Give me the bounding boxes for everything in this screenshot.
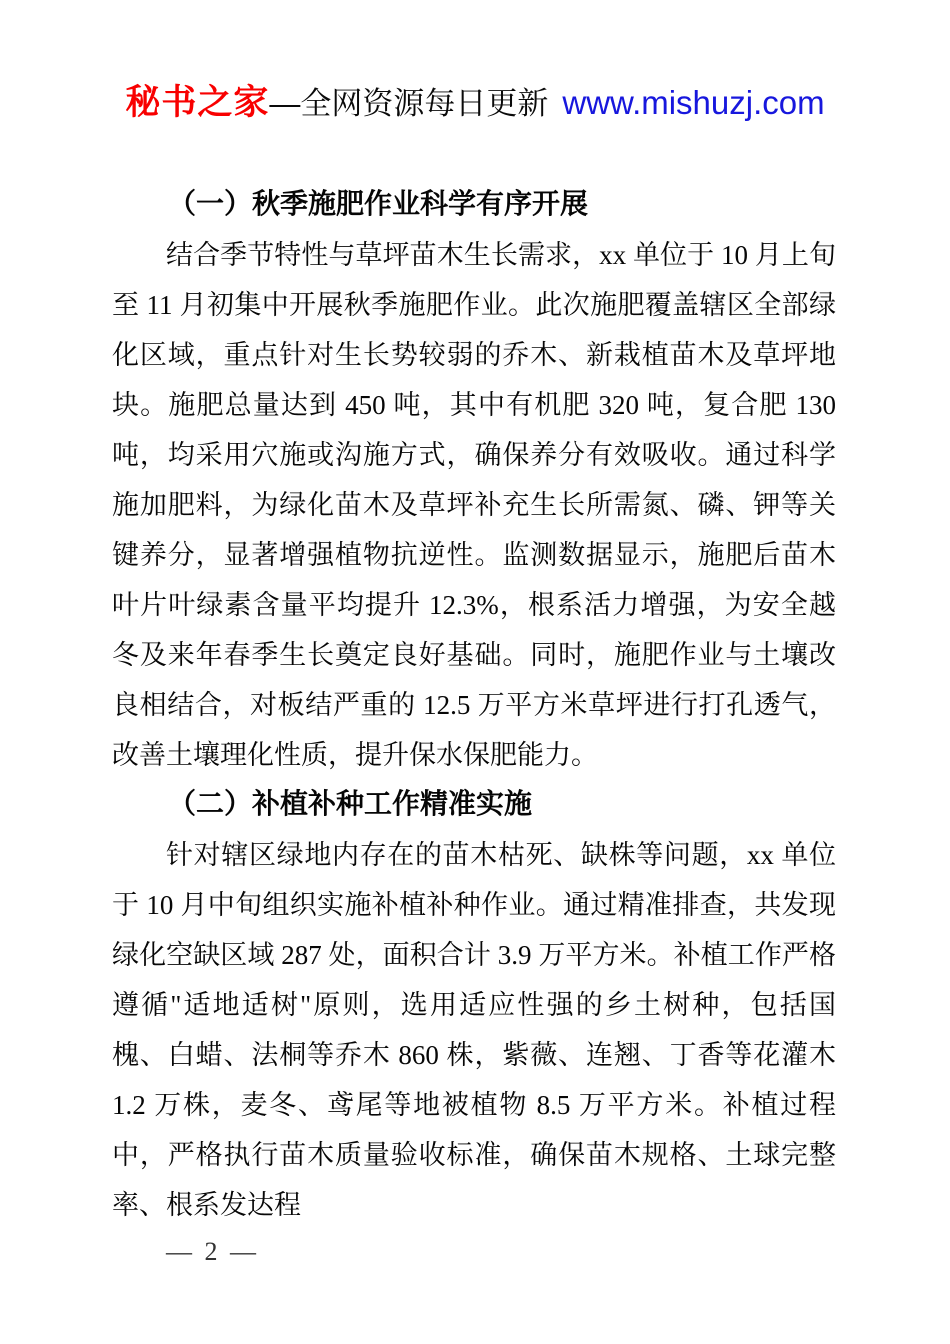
document-body xyxy=(112,180,836,1230)
section-2-paragraph: 针对辖区绿地内存在的苗木枯死、缺株等问题，xx 单位于 10 月中旬组织实施补植补种作业。通过精准排查，共发现绿化空缺区域 287 处，面积合计 3.9 万平方米。补植工作严格遵循"适地适树"原则，选用适应性强的乡土树种，包括国槐、白蜡、法桐等乔木 860 株，紫薇、连翘、丁香等花灌木 1.2 万株，麦冬、鸢尾等地被植物 8.5 万平方米。补植过程中，严格执行苗木质量验收标准，确保苗木规格、土球完整率、根系发达程 xyxy=(112,840,836,1220)
site-url-link[interactable]: www.mishuzj.com xyxy=(562,84,825,121)
site-header xyxy=(0,82,950,131)
site-brand: 秘书之家 xyxy=(125,83,270,122)
header-dash: — xyxy=(269,86,301,121)
section-2-heading: （二）补植补种工作精准实施 xyxy=(168,789,533,820)
site-tagline: 全网资源每日更新 xyxy=(300,86,549,121)
page-footer xyxy=(166,1236,259,1268)
page-number: — 2 — xyxy=(166,1237,259,1266)
section-1-paragraph: 结合季节特性与草坪苗木生长需求，xx 单位于 10 月上旬至 11 月初集中开展秋季施肥作业。此次施肥覆盖辖区全部绿化区域，重点针对生长势较弱的乔木、新栽植苗木及草坪地块。施肥总量达到 450 吨，其中有机肥 320 吨，复合肥 130 吨，均采用穴施或沟施方式，确保养分有效吸收。通过科学施加肥料，为绿化苗木及草坪补充生长所需氮、磷、钾等关键养分，显著增强植物抗逆性。监测数据显示，施肥后苗木叶片叶绿素含量平均提升 12.3%，根系活力增强，为安全越冬及来年春季生长奠定良好基础。同时，施肥作业与土壤改良相结合，对板结严重的 12.5 万平方米草坪进行打孔透气，改善土壤理化性质，提升保水保肥能力。 xyxy=(112,240,836,770)
section-1-heading: （一）秋季施肥作业科学有序开展 xyxy=(168,189,589,220)
